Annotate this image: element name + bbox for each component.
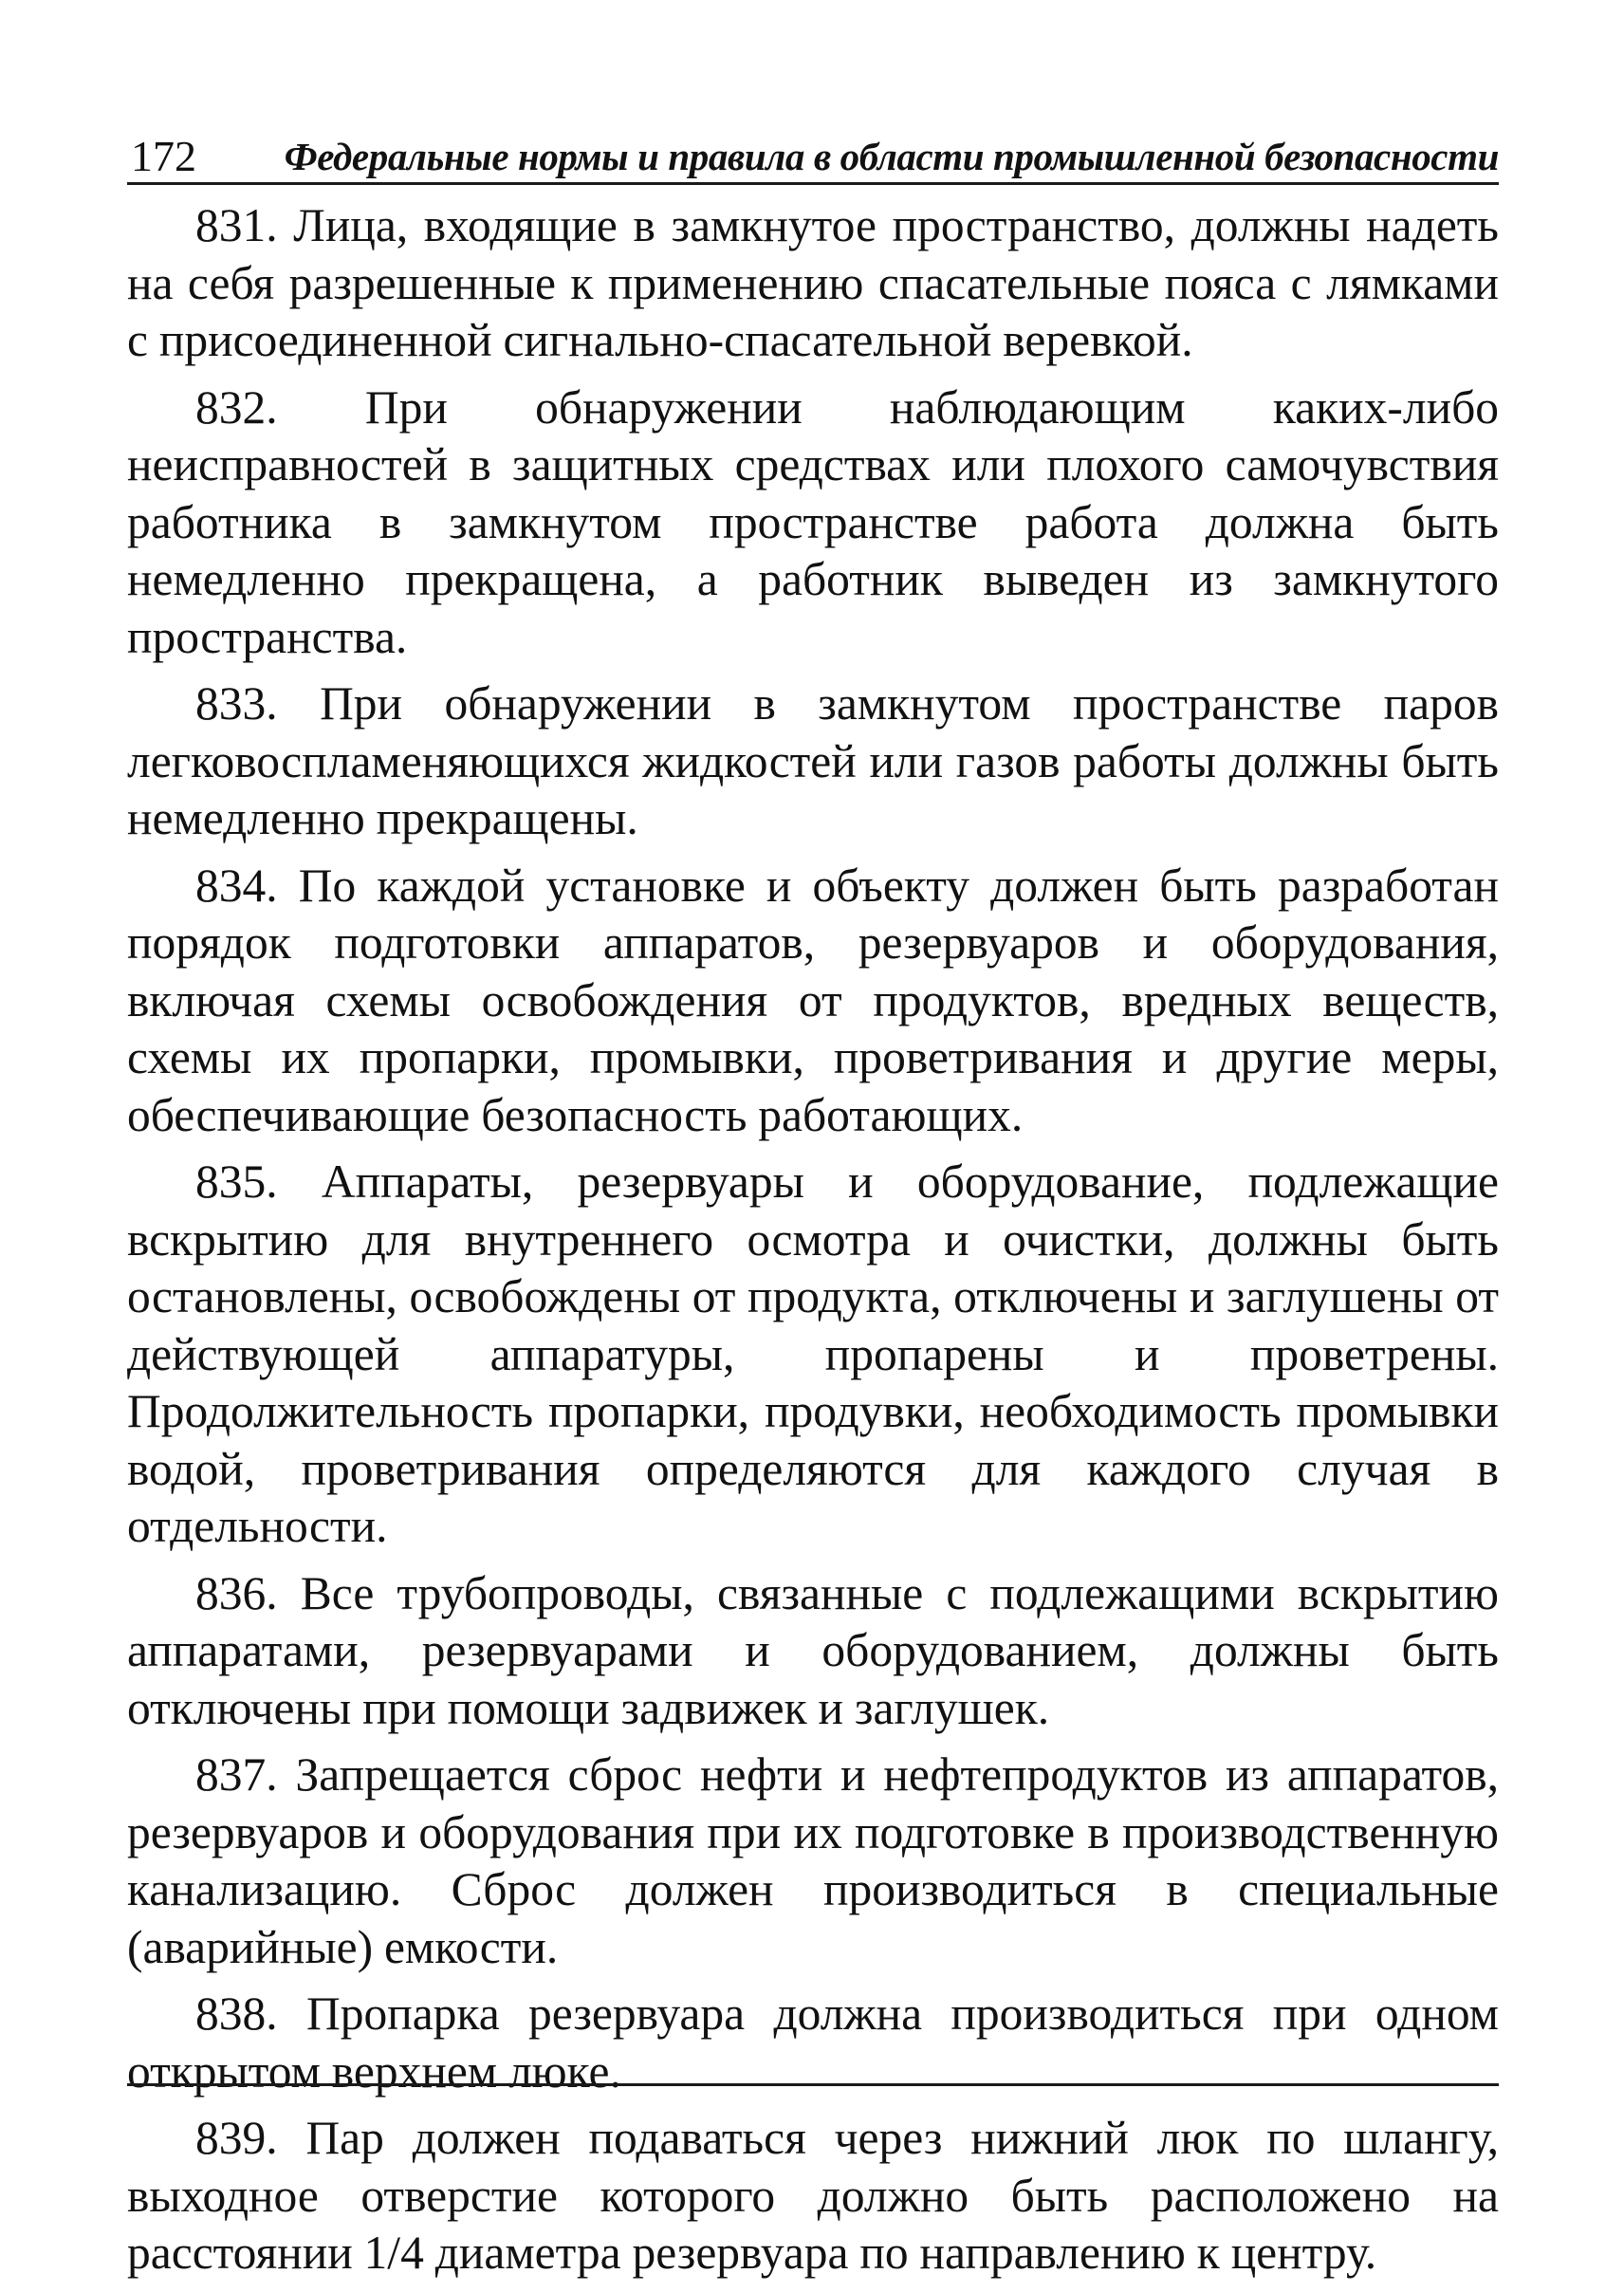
paragraph-832 <box>127 379 1499 667</box>
paragraph-number: 833. <box>195 677 278 730</box>
paragraph-text: Аппараты, резервуары и оборудование, подлежащие вскрытию для внутреннего осмотра и очистки, должны быть остановлены, освобождены от продукта, отключены и заглушены от действующей аппаратуры, пропарены и проветрены. Продолжительность пропарки, продувки, необходимость промывки водой, проветривания определяются для каждого случая в отдельности. <box>127 1155 1499 1552</box>
paragraph-text: Пропарка резервуара должна производиться при одном открытом верхнем люке. <box>127 1987 1499 2098</box>
running-title: Федеральные нормы и правила в области промышленной безопасности <box>284 135 1499 178</box>
paragraph-text: По каждой установке и объекту должен быть разработан порядок подготовки аппаратов, резервуаров и оборудования, включая схемы освобождения от продуктов, вредных веществ, схемы их пропарки, промывки, проветривания и другие меры, обеспечивающие безопасность работающих. <box>127 859 1500 1141</box>
paragraph-834 <box>127 858 1499 1145</box>
paragraph-number: 835. <box>195 1155 278 1208</box>
paragraph-837 <box>127 1747 1499 1976</box>
paragraph-text: Все трубопроводы, связанные с подлежащими вскрытию аппаратами, резервуарами и оборудованием, должны быть отключены при помощи задвижек и заглушек. <box>127 1566 1499 1734</box>
paragraph-text: Лица, входящие в замкнутое пространство, должны надеть на себя разрешенные к применению спасательные пояса с лямками с присоединенной сигнально-спасательной веревкой. <box>127 199 1500 366</box>
paragraph-833 <box>127 675 1499 848</box>
paragraph-836 <box>127 1565 1499 1738</box>
running-head <box>127 131 1499 185</box>
paragraph-835 <box>127 1154 1499 1556</box>
paragraph-number: 837. <box>195 1748 278 1801</box>
paragraph-831 <box>127 197 1499 370</box>
paragraph-number: 834. <box>195 859 278 912</box>
paragraph-number: 839. <box>195 2112 278 2164</box>
book-page <box>127 0 1500 2279</box>
paragraph-number: 838. <box>195 1987 278 2040</box>
paragraph-text: При обнаружении в замкнутом пространстве паров легковоспламеняющихся жидкостей или газов работы должны быть немедленно прекращены. <box>127 677 1500 844</box>
paragraph-number: 831. <box>195 199 278 251</box>
paragraph-839 <box>127 2110 1499 2283</box>
paragraph-text: Запрещается сброс нефти и нефтепродуктов из аппаратов, резервуаров и оборудования при их подготовке в производственную канализацию. Сброс должен производиться в специальные (аварийные) емкости. <box>127 1748 1500 1973</box>
page-body <box>127 197 1499 2292</box>
paragraph-number: 832. <box>195 380 278 434</box>
paragraph-text: Пар должен подаваться через нижний люк по шлангу, выходное отверстие которого должно быть расположено на расстоянии 1/4 диаметра резервуара по направлению к центру. <box>127 2112 1499 2279</box>
paragraph-text: При обнаружении наблюдающим каких-либо неисправностей в защитных средствах или плохого самочувствия работника в замкнутом пространстве работа должна быть немедленно прекращена, а работник выведен из замкнутого пространства. <box>127 380 1499 663</box>
page-number: 172 <box>131 132 196 180</box>
bottom-rule <box>127 2083 1499 2086</box>
paragraph-number: 836. <box>195 1566 278 1619</box>
